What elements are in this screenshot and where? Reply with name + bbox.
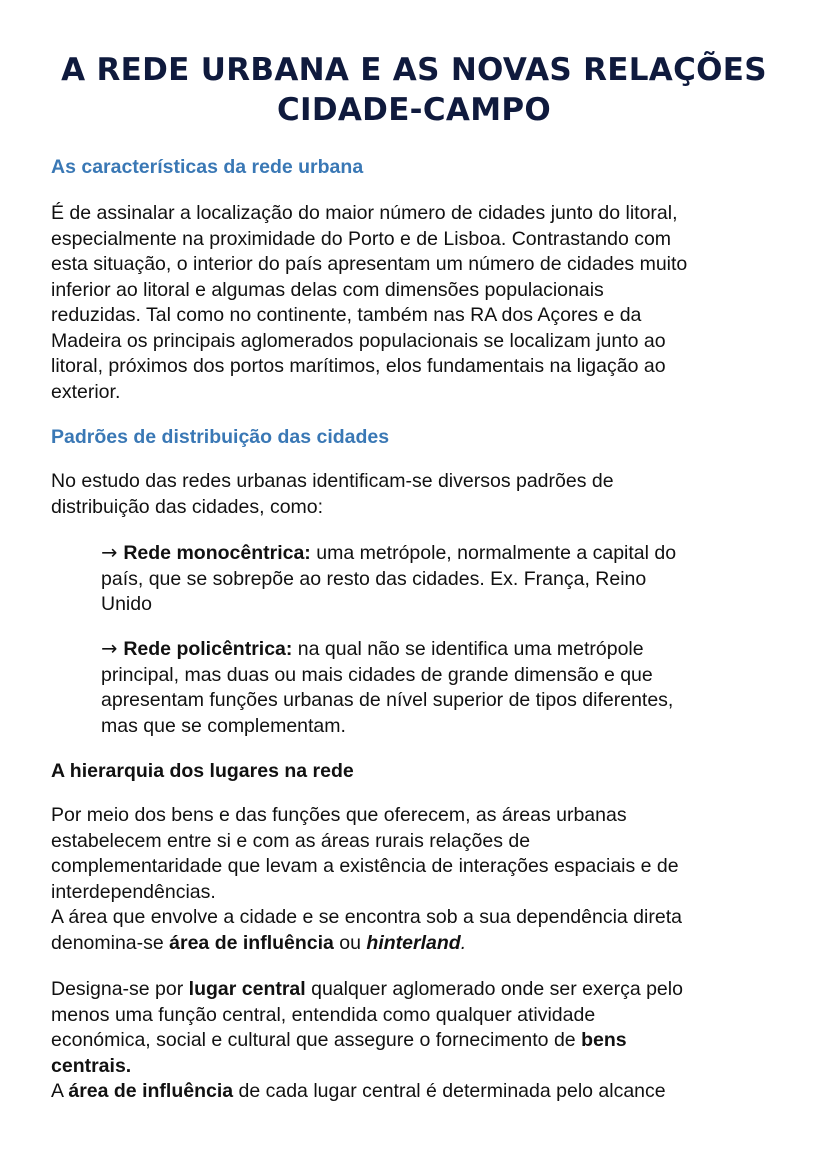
page-title: [40, 50, 788, 130]
paragraph-line: exterior.: [51, 380, 121, 403]
term-central-place: lugar central: [188, 978, 306, 1000]
arrow-icon: →: [101, 637, 118, 660]
paragraph-line: distribuição das cidades, como:: [51, 495, 324, 518]
list-text: uma metrópole, normalmente a capital do: [310, 542, 677, 564]
paragraph-line: complementaridade que levam a existência de interações espaciais e de: [51, 855, 679, 877]
term-central-goods: bens: [581, 1029, 627, 1051]
paragraph-line: centrais.: [51, 1054, 132, 1077]
title-line-1: A REDE URBANA E AS NOVAS RELAÇÕES: [61, 52, 767, 88]
section-heading-characteristics: As características da rede urbana: [51, 156, 364, 178]
paragraph-line: No estudo das redes urbanas identificam-se diversos padrões de: [51, 470, 614, 492]
term-hinterland: hinterland: [366, 931, 461, 954]
list-text: mas que se complementam.: [101, 714, 346, 737]
paragraph-line: A área de influência de cada lugar central é determinada pelo alcance: [51, 1080, 666, 1102]
list-text: apresentam funções urbanas de nível superior de tipos diferentes,: [101, 689, 674, 711]
list-text: na qual não se identifica uma metrópole: [292, 638, 644, 660]
section-heading-patterns: Padrões de distribuição das cidades: [51, 426, 390, 448]
paragraph-characteristics: [51, 201, 791, 405]
paragraph-line: estabelecem entre si e com as áreas rurais relações de: [51, 829, 531, 852]
paragraph-hierarchy-1: [51, 803, 791, 956]
paragraph-line: Por meio dos bens e das funções que oferecem, as áreas urbanas: [51, 804, 627, 826]
section-heading-hierarchy: A hierarquia dos lugares na rede: [51, 760, 354, 782]
paragraph-line: especialmente na proximidade do Porto e de Lisboa. Contrastando com: [51, 227, 672, 250]
title-line-2: CIDADE-CAMPO: [276, 92, 552, 128]
term-area-influence: área de influência: [68, 1080, 234, 1102]
term-area-influence: área de influência: [169, 931, 334, 954]
term-polycentric: Rede policêntrica:: [123, 638, 293, 660]
list-item-polycentric: [101, 636, 801, 739]
paragraph-line: Designa-se por lugar central qualquer aglomerado onde ser exerça pelo: [51, 978, 683, 1000]
paragraph-line: reduzidas. Tal como no continente, também nas RA dos Açores e da: [51, 304, 642, 326]
paragraph-line: litoral, próximos dos portos marítimos, elos fundamentais na ligação ao: [51, 355, 666, 377]
paragraph-line: É de assinalar a localização do maior número de cidades junto do litoral,: [51, 202, 678, 224]
list-text: país, que se sobrepõe ao resto das cidades. Ex. França, Reino: [101, 567, 647, 590]
paragraph-line: menos uma função central, entendida como qualquer atividade: [51, 1003, 596, 1026]
paragraph-line: económica, social e cultural que assegure o fornecimento de bens: [51, 1029, 627, 1051]
list-text: principal, mas duas ou mais cidades de grande dimensão e que: [101, 663, 653, 686]
paragraph-line: interdependências.: [51, 880, 216, 903]
list-text: Unido: [101, 593, 152, 615]
paragraph-line: denomina-se área de influência ou hinterland.: [51, 931, 467, 954]
arrow-icon: →: [101, 541, 118, 564]
paragraph-line: inferior ao litoral e algumas delas com dimensões populacionais: [51, 278, 604, 301]
paragraph-line: A área que envolve a cidade e se encontra sob a sua dependência direta: [51, 906, 682, 928]
list-item-monocentric: [101, 540, 801, 618]
paragraph-line: esta situação, o interior do país apresentam um número de cidades muito: [51, 253, 688, 275]
paragraph-hierarchy-2: [51, 977, 791, 1105]
paragraph-line: Madeira os principais aglomerados populacionais se localizam junto ao: [51, 329, 666, 352]
paragraph-patterns-intro: [51, 469, 791, 520]
term-monocentric: Rede monocêntrica:: [123, 542, 311, 564]
